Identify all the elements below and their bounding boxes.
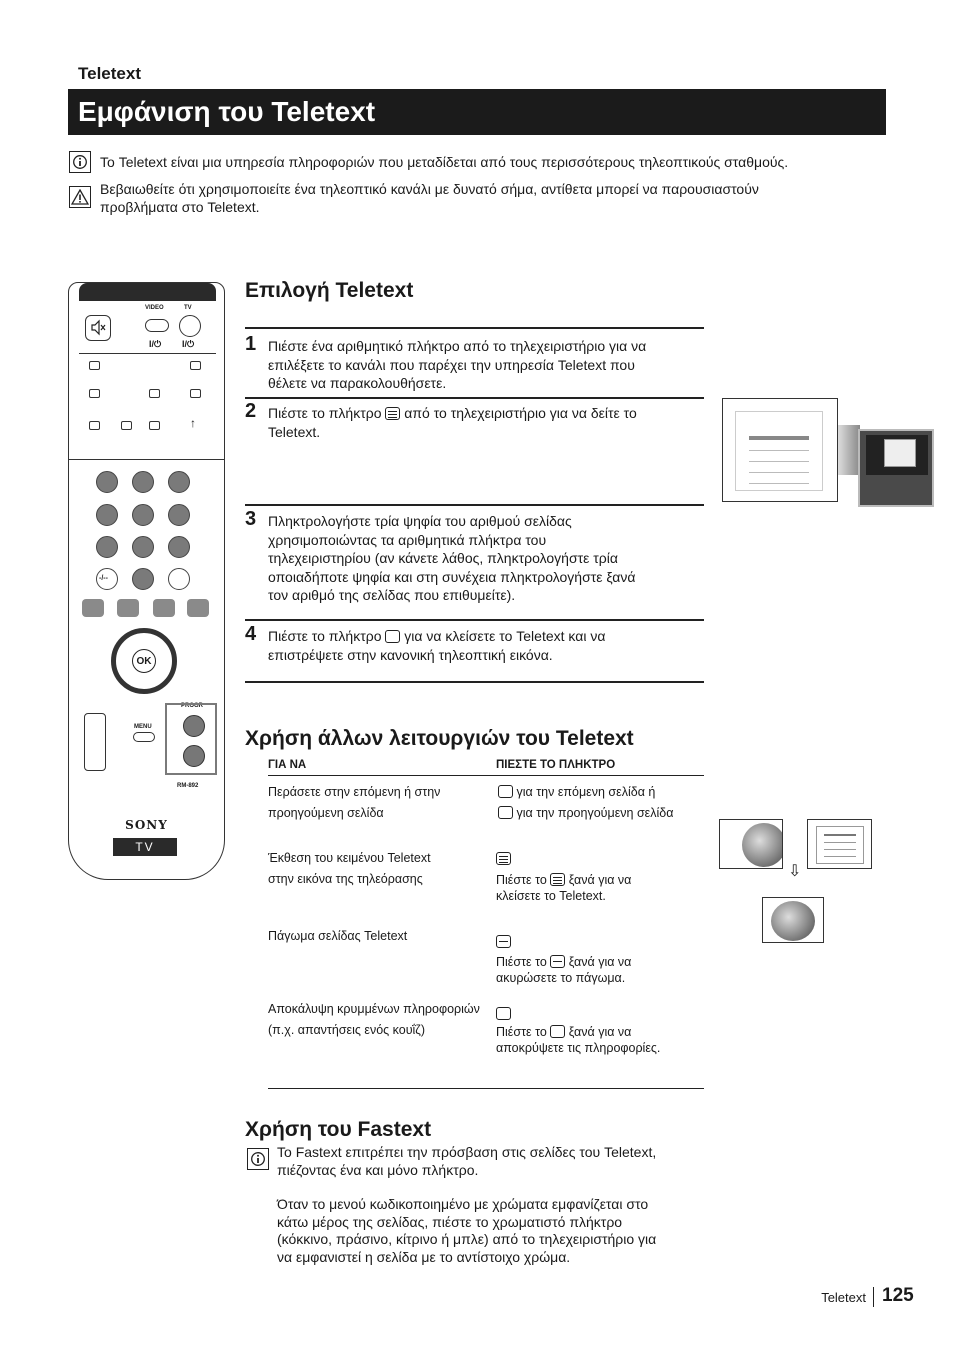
info-icon xyxy=(69,151,91,173)
fastext-title: Χρήση του Fastext xyxy=(245,1118,432,1141)
picture-button[interactable] xyxy=(117,599,139,617)
settings-button[interactable] xyxy=(187,599,209,617)
info-icon xyxy=(247,1148,269,1170)
digit-button-2[interactable] xyxy=(132,471,154,493)
globe-icon xyxy=(742,823,783,867)
program-down-button[interactable] xyxy=(183,745,205,767)
section-label: Teletext xyxy=(78,64,141,83)
row-action: (π.χ. απαντήσεις ενός κουΐζ) xyxy=(268,1023,425,1037)
digit-button-8[interactable] xyxy=(132,536,154,558)
fastext-body xyxy=(277,1196,656,1266)
teletext-icon xyxy=(496,850,511,868)
tv-mode-icon xyxy=(385,630,400,643)
page-line xyxy=(749,472,809,473)
divider xyxy=(245,504,704,506)
remote-top xyxy=(79,283,216,301)
step-1-line: θέλετε να παρακολουθήσετε. xyxy=(268,375,447,391)
text-line xyxy=(824,849,856,850)
row-key-text: αποκρύψετε τις πληροφορίες. xyxy=(496,1041,661,1055)
table-row xyxy=(496,872,631,904)
tv-label: TV xyxy=(113,838,177,856)
fastext-line: Όταν το μενού κωδικοποιημένο με χρώματα εμφανίζεται στο xyxy=(277,1196,649,1212)
warning-icon xyxy=(69,186,91,208)
page-title: Εμφάνιση του Teletext xyxy=(78,96,376,127)
step-1-line: επιλέξετε το κανάλι που παρέχει την υπηρεσία Teletext που xyxy=(268,356,635,373)
fastext-line: Το Fastext επιτρέπει την πρόσβαση στις σελίδες του Teletext, xyxy=(277,1144,657,1160)
row-key-text: για την προηγούμενη σελίδα xyxy=(516,806,674,820)
table-row xyxy=(268,782,440,824)
double-digit-button[interactable] xyxy=(96,568,118,590)
table-row xyxy=(496,1024,660,1056)
step-2-text xyxy=(268,404,698,441)
remote-divider xyxy=(79,353,216,354)
step-number: 3 xyxy=(245,508,257,530)
row-key-text: ξανά για να xyxy=(568,955,632,969)
text-line xyxy=(824,834,856,836)
divider xyxy=(245,681,704,683)
fastext-intro xyxy=(277,1144,656,1179)
step-4-line: επιστρέψετε στην κανονική τηλεοπτική εικόνα. xyxy=(268,646,553,663)
brand-logo: SONY xyxy=(125,818,168,832)
row-action: προηγούμενη σελίδα xyxy=(268,806,384,820)
step-number: 1 xyxy=(245,333,257,355)
page-up-button[interactable] xyxy=(149,389,160,398)
fastext-line: (κόκκινο, πράσινο, κίτρινο ή μπλε) από το τηλεχειριστήριο για xyxy=(277,1231,657,1247)
table-row xyxy=(268,926,407,947)
text-frame xyxy=(816,826,864,864)
fastext-line: πιέζοντας ένα και μόνο πλήκτρο. xyxy=(277,1161,479,1178)
teletext-page-illustration xyxy=(722,398,838,502)
page-up-icon xyxy=(498,785,513,798)
reveal-icon xyxy=(496,1005,511,1023)
tv-power-button[interactable] xyxy=(179,315,201,337)
step-3-line: Πληκτρολογήστε τρία ψηφία του αριθμού σελίδας xyxy=(268,513,572,529)
page-number: 125 xyxy=(882,1285,914,1306)
teletext-icon xyxy=(385,407,400,420)
digit-button-5[interactable] xyxy=(132,504,154,526)
teletext-text-picture xyxy=(807,819,872,869)
step-4-pre: Πιέστε το πλήκτρο xyxy=(268,628,382,644)
remote-control xyxy=(68,282,225,880)
step-3-line: οποιαδήποτε ψηφία και στη συνέχεια πληκτρολογήστε ξανά xyxy=(268,568,636,585)
digit-button-3[interactable] xyxy=(168,471,190,493)
model-label: RM-892 xyxy=(177,783,199,789)
digit-button-9[interactable] xyxy=(168,536,190,558)
divider xyxy=(245,619,704,621)
globe-icon xyxy=(771,901,815,941)
page-line xyxy=(749,461,809,462)
step-2-post: από το τηλεχειριστήριο για να δείτε το xyxy=(404,405,637,421)
warning-text-2: προβλήματα στο Teletext. xyxy=(100,199,260,215)
mute-button[interactable] xyxy=(85,315,111,341)
row-action: στην εικόνα της τηλεόρασης xyxy=(268,872,423,886)
row-action: Περάσετε στην επόμενη ή στην xyxy=(268,785,441,799)
table-row xyxy=(268,999,480,1041)
row-key-text: Πιέστε το xyxy=(496,1025,547,1039)
menu-button[interactable] xyxy=(133,732,155,742)
volume-rocker[interactable] xyxy=(84,713,106,771)
step-2-pre: Πιέστε το πλήκτρο xyxy=(268,405,382,421)
remote-divider-2 xyxy=(69,459,224,460)
video-power-button[interactable] xyxy=(145,319,169,332)
step-number: 2 xyxy=(245,400,257,422)
digit-button-7[interactable] xyxy=(96,536,118,558)
arrow-down-icon: ⇩ xyxy=(788,863,802,880)
channel-list-button[interactable] xyxy=(153,599,175,617)
tv-mode-button[interactable] xyxy=(89,361,100,370)
tv-set-illustration xyxy=(858,429,934,507)
footer-section: Teletext xyxy=(821,1290,866,1305)
step-2-line: Teletext. xyxy=(268,423,321,440)
video-power-symbol: I/⏻ xyxy=(149,339,162,349)
index-button[interactable] xyxy=(89,421,100,430)
fastext-line: να εμφανιστεί η σελίδα με το αντίστοιχο χρώμα. xyxy=(277,1248,571,1265)
video-label: VIDEO xyxy=(145,305,164,311)
row-key-text: Πιέστε το xyxy=(496,955,547,969)
divider xyxy=(245,397,704,399)
menu-label: MENU xyxy=(134,724,152,730)
globe-picture xyxy=(719,819,783,869)
teletext-button[interactable] xyxy=(89,389,100,398)
step-4-text xyxy=(268,627,698,664)
row-key-text: Πιέστε το xyxy=(496,873,547,887)
mixed-picture xyxy=(762,897,824,943)
digit-button-6[interactable] xyxy=(168,504,190,526)
warning-text-1: Βεβαιωθείτε ότι χρησιμοποιείτε ένα τηλεοπτικό κανάλι με δυνατό σήμα, αντίθετα μπορεί να παρουσιαστούν xyxy=(100,181,759,197)
step-3-text xyxy=(268,512,698,605)
row-key-text: για την επόμενη σελίδα ή xyxy=(516,785,656,799)
tv-power-label: TV xyxy=(184,305,192,311)
row-action: Πάγωμα σελίδας Teletext xyxy=(268,929,408,943)
page-frame xyxy=(735,411,823,491)
row-key-text: κλείσετε το Teletext. xyxy=(496,889,606,903)
picture-mode-button[interactable] xyxy=(149,421,160,430)
text-line xyxy=(824,856,856,857)
table-row xyxy=(498,782,673,824)
zoom-connector xyxy=(838,425,860,475)
text-line xyxy=(824,842,856,843)
table-row xyxy=(268,848,431,890)
col-header: ΠΙΕΣΤΕ ΤΟ ΠΛΗΚΤΡΟ xyxy=(496,759,616,771)
step-number: 4 xyxy=(245,623,257,645)
page-heading-bar xyxy=(749,436,809,440)
row-action: Αποκάλυψη κρυμμένων πληροφοριών xyxy=(268,1002,480,1016)
digit-button-0[interactable] xyxy=(132,568,154,590)
row-key-text: ξανά για να xyxy=(568,873,632,887)
row-action: Έκθεση του κειμένου Teletext xyxy=(268,851,431,865)
info-text: Το Teletext είναι μια υπηρεσία πληροφοριών που μεταδίδεται από τους περισσότερους τηλεοπτικούς σταθμούς. xyxy=(100,154,789,170)
col-header: ΓΙΑ ΝΑ xyxy=(268,759,307,771)
step-3-line: τον αριθμό της σελίδας που επιθυμείτε). xyxy=(268,587,516,603)
progr-label: PROGR xyxy=(181,703,204,709)
page-down-icon xyxy=(498,806,513,819)
clock-button[interactable] xyxy=(121,421,132,430)
hold-icon xyxy=(496,933,511,951)
ok-button[interactable]: OK xyxy=(132,649,156,673)
page-line xyxy=(749,450,809,451)
other-title: Χρήση άλλων λειτουργιών του Teletext xyxy=(245,727,634,750)
tv-power-symbol: I/⏻ xyxy=(182,339,195,349)
program-up-button[interactable] xyxy=(183,715,205,737)
step-3-line: τηλεχειριστηρίου (αν κάνετε λάθος, πληκτρολογήστε τρία xyxy=(268,550,618,566)
page-line xyxy=(749,483,809,484)
table-row xyxy=(496,954,631,986)
jump-button[interactable] xyxy=(168,568,190,590)
reveal-icon xyxy=(550,1025,565,1038)
table-header-divider xyxy=(268,775,704,776)
title-bar xyxy=(68,89,886,135)
sound-button[interactable] xyxy=(82,599,104,617)
teletext-icon xyxy=(550,873,565,886)
step-1-text xyxy=(268,337,698,393)
divider xyxy=(245,327,704,329)
fastext-line: κάτω μέρος της σελίδας, πιέστε το χρωματιστό πλήκτρο xyxy=(277,1213,623,1230)
table-end-divider xyxy=(268,1088,704,1089)
arrow-up-icon[interactable]: ↑ xyxy=(190,416,196,430)
double-digit-label: -/-- xyxy=(99,575,108,582)
footer-separator xyxy=(873,1287,874,1307)
step-1-line: Πιέστε ένα αριθμητικό πλήκτρο από το τηλεχειριστήριο για να xyxy=(268,338,647,354)
digit-button-1[interactable] xyxy=(96,471,118,493)
digit-button-4[interactable] xyxy=(96,504,118,526)
hold-icon xyxy=(550,955,565,968)
step-4-post: για να κλείσετε το Teletext και να xyxy=(404,628,606,644)
row-key-text: ακυρώσετε το πάγωμα. xyxy=(496,971,626,985)
tv-screen-page xyxy=(884,439,916,467)
input-button[interactable] xyxy=(190,389,201,398)
reveal-button[interactable] xyxy=(190,361,201,370)
row-key-text: ξανά για να xyxy=(568,1025,632,1039)
select-title: Επιλογή Teletext xyxy=(245,279,414,302)
step-3-line: χρησιμοποιώντας τα αριθμητικά πλήκτρα του xyxy=(268,531,547,548)
